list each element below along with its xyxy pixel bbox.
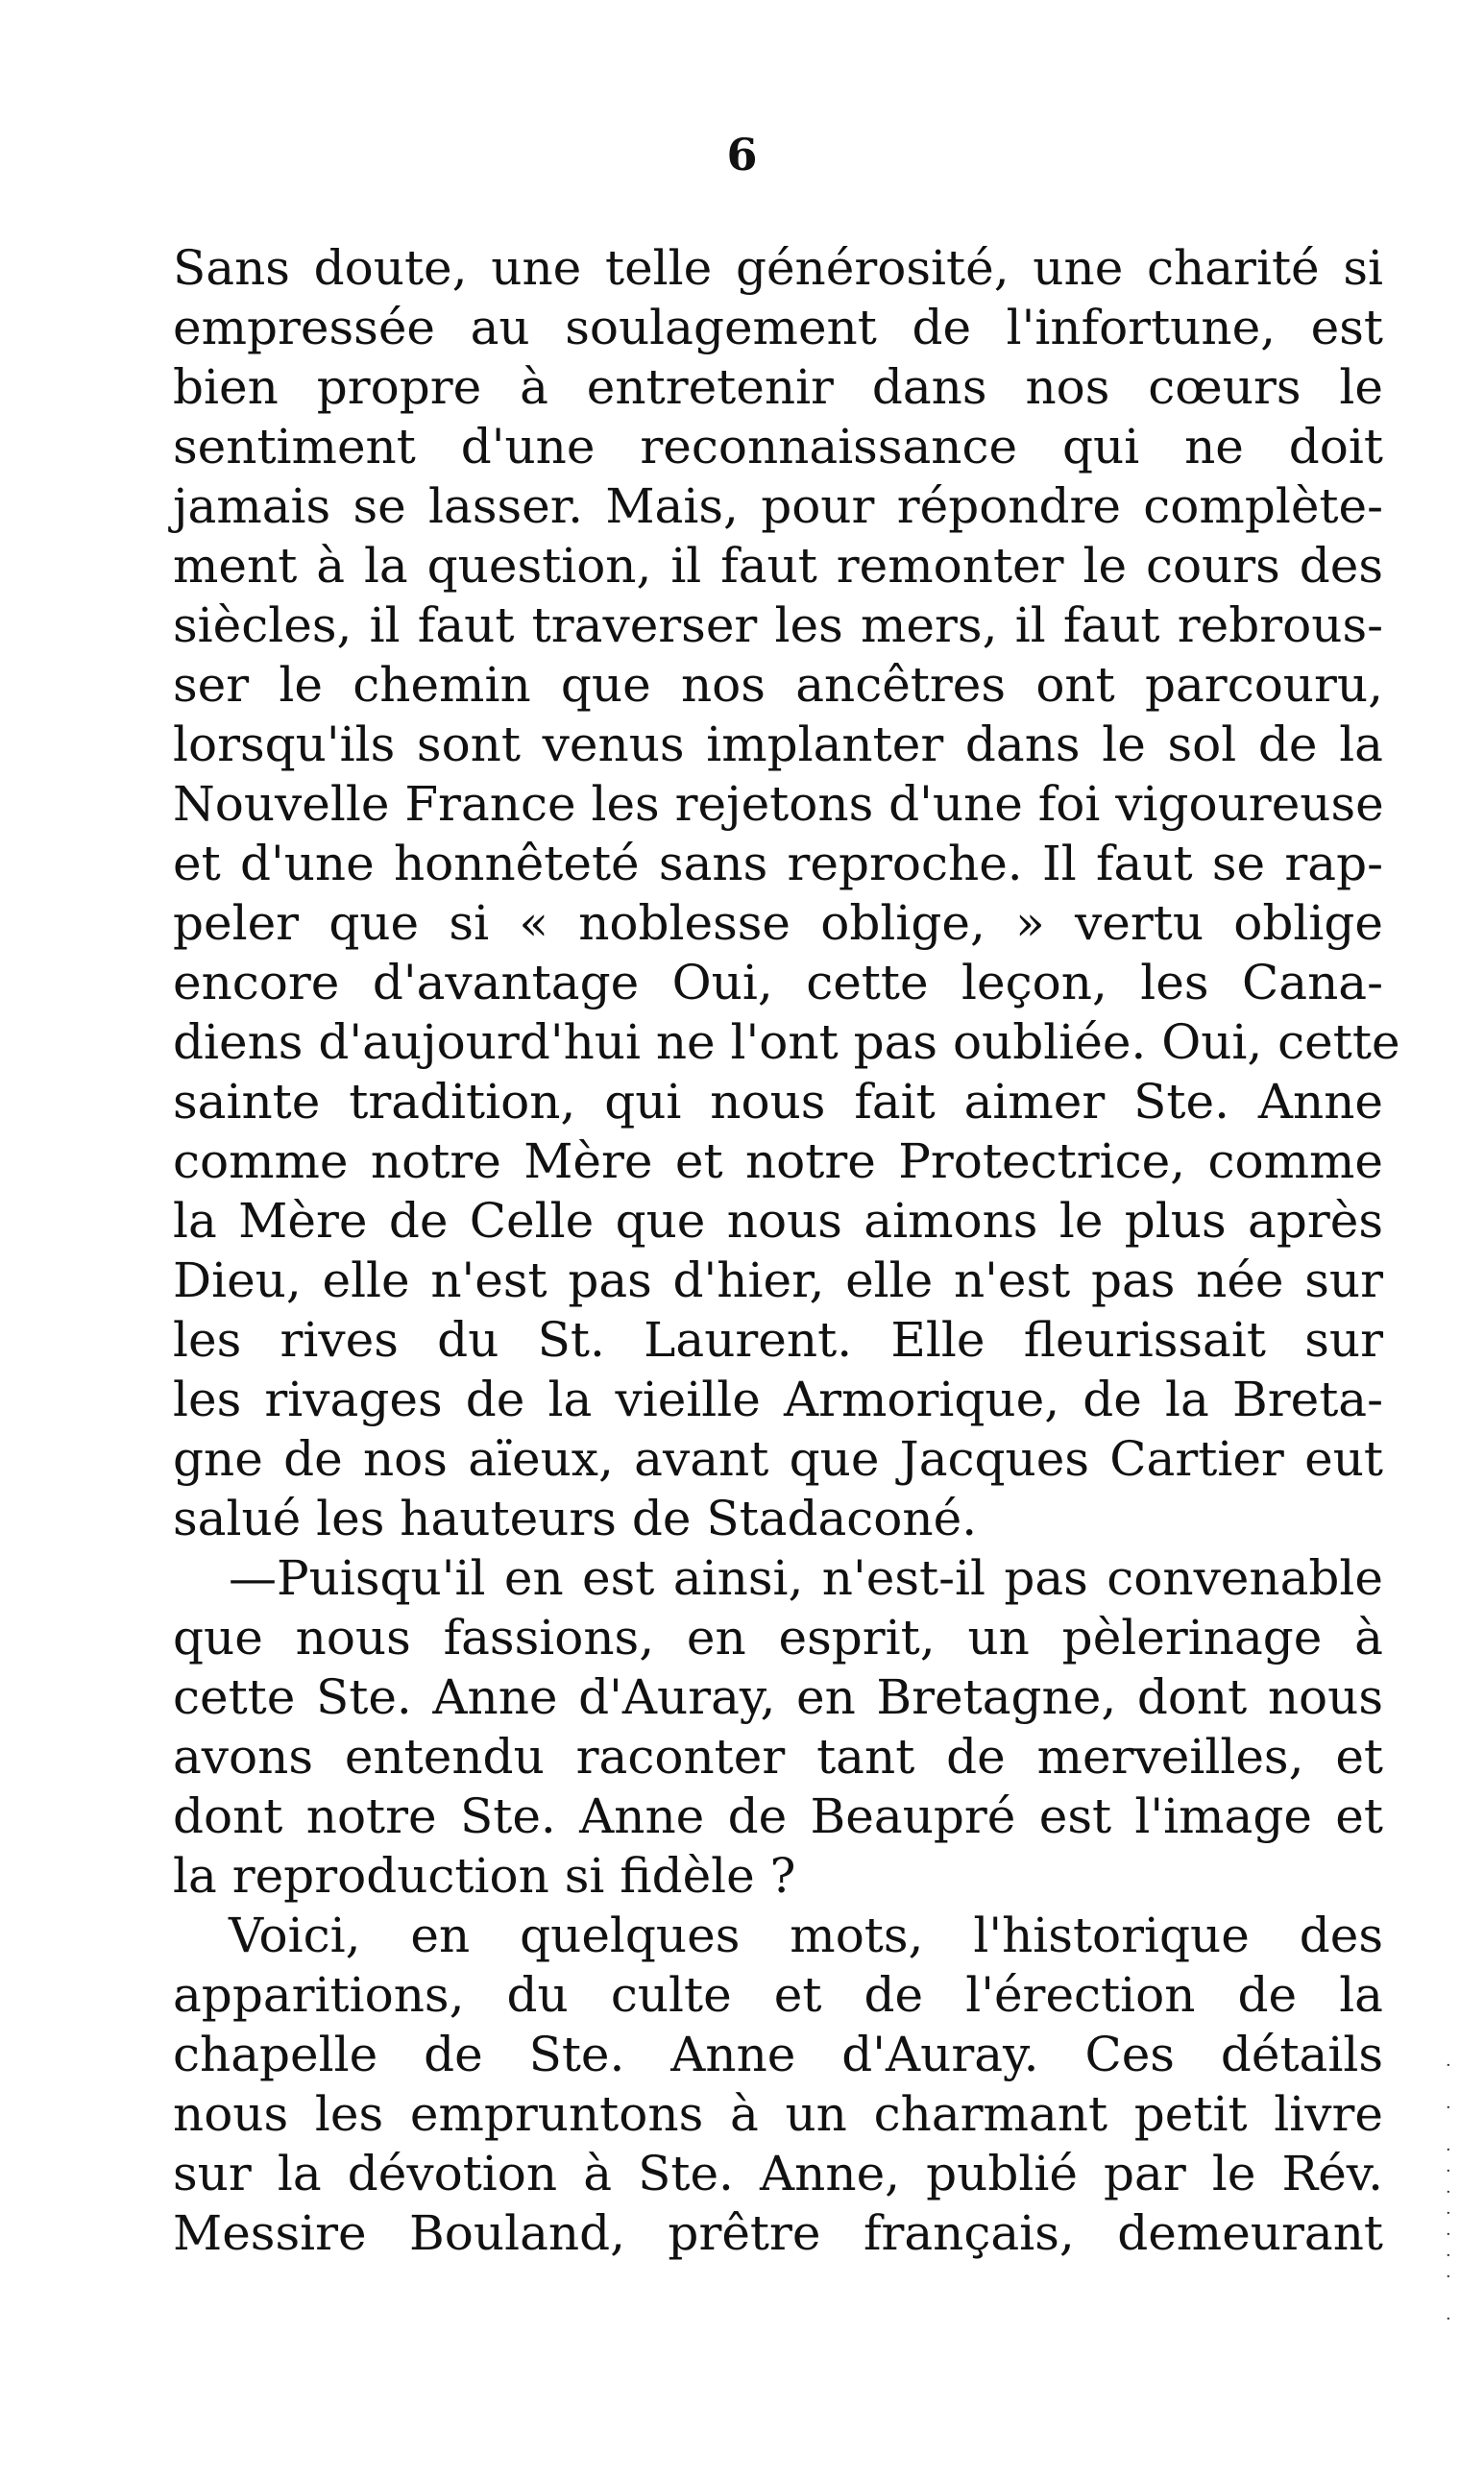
text-line: siècles, il faut traverser les mers, il faut rebrous-	[173, 597, 1383, 653]
paragraph-2	[173, 1548, 1383, 1906]
text-line: ser le chemin que nos ancêtres ont parcouru,	[173, 657, 1383, 713]
text-line: encore d'avantage Oui, cette leçon, les Cana-	[173, 955, 1383, 1010]
text-line: et d'une honnêteté sans reproche. Il faut se rap-	[173, 836, 1383, 891]
text-line: les rives du St. Laurent. Elle fleurissait sur	[173, 1312, 1383, 1368]
text-line: sentiment d'une reconnaissance qui ne doit	[173, 419, 1383, 474]
text-line: que nous fassions, en esprit, un pèlerinage à	[173, 1610, 1383, 1665]
paragraph-3	[173, 1906, 1383, 2263]
text-line: empressée au soulagement de l'infortune, est	[173, 300, 1383, 355]
paragraph-1	[173, 238, 1400, 1548]
page-number: 6	[726, 129, 758, 181]
text-line: Sans doute, une telle générosité, une charité si	[173, 240, 1383, 296]
text-line: la Mère de Celle que nous aimons le plus après	[173, 1193, 1383, 1249]
scan-margin-specks: · · · · · · · · · ·	[1446, 2055, 1451, 2329]
text-line: apparitions, du culte et de l'érection de la	[173, 1967, 1383, 2023]
body-text	[173, 238, 1400, 2263]
text-line: ment à la question, il faut remonter le cours des	[173, 538, 1383, 594]
text-line: gne de nos aïeux, avant que Jacques Cartier eut	[173, 1431, 1383, 1487]
text-line: avons entendu raconter tant de merveilles, et	[173, 1729, 1383, 1785]
text-line: bien propre à entretenir dans nos cœurs le	[173, 359, 1383, 415]
text-line: les rivages de la vieille Armorique, de la Breta-	[173, 1372, 1383, 1427]
text-line: la reproduction si fidèle ?	[173, 1848, 796, 1904]
text-line: sainte tradition, qui nous fait aimer Ste. Anne	[173, 1074, 1383, 1130]
text-line: jamais se lasser. Mais, pour répondre complète-	[173, 478, 1383, 534]
text-line: lorsqu'ils sont venus implanter dans le sol de la	[173, 717, 1383, 772]
text-line: salué les hauteurs de Stadaconé.	[173, 1491, 978, 1546]
text-line: —Puisqu'il en est ainsi, n'est-il pas convenable	[229, 1550, 1383, 1606]
text-line: Nouvelle France les rejetons d'une foi vigoureuse	[173, 776, 1384, 832]
text-line: nous les empruntons à un charmant petit livre	[173, 2086, 1383, 2142]
text-line: chapelle de Ste. Anne d'Auray. Ces détails	[173, 2027, 1383, 2082]
text-line: Voici, en quelques mots, l'historique des	[229, 1908, 1383, 1963]
text-line: Messire Bouland, prêtre français, demeurant	[173, 2205, 1383, 2261]
text-line: cette Ste. Anne d'Auray, en Bretagne, dont nous	[173, 1669, 1383, 1725]
text-line: dont notre Ste. Anne de Beaupré est l'image et	[173, 1788, 1383, 1844]
text-line: peler que si « noblesse oblige, » vertu oblige	[173, 895, 1383, 951]
text-line: Dieu, elle n'est pas d'hier, elle n'est pas née sur	[173, 1252, 1383, 1308]
text-line: sur la dévotion à Ste. Anne, publié par le Rév.	[173, 2146, 1383, 2201]
text-line: comme notre Mère et notre Protectrice, comme	[173, 1133, 1383, 1189]
text-line: diens d'aujourd'hui ne l'ont pas oubliée. Oui, cette	[173, 1014, 1400, 1070]
